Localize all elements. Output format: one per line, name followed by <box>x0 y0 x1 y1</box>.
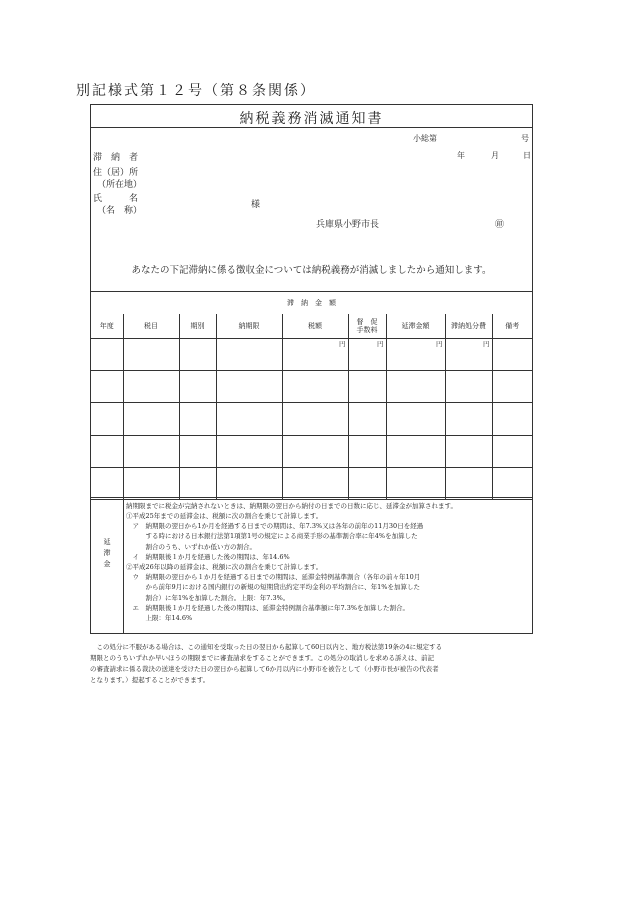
table-cell <box>216 435 282 467</box>
header-tax-item: 税目 <box>123 314 179 338</box>
table-cell <box>216 338 282 370</box>
delinquent-label: 滞 納 者 <box>93 153 139 163</box>
header-tax-amount: 税額 <box>282 314 348 338</box>
table-cell <box>123 468 179 500</box>
table-row <box>91 435 532 467</box>
appeal-line: となります。）提起することができます。 <box>90 676 210 684</box>
table-cell <box>91 338 123 370</box>
table-cell <box>216 370 282 402</box>
late-fee-line: ア 納期限の翌日から1か月を経過する日までの期間は、年7.3%又は各年の前年の11月30日を経過 <box>126 522 424 531</box>
table-cell <box>386 370 445 402</box>
header-disposition-cost: 滞納処分費 <box>445 314 492 338</box>
form-number-label: 別記様式第１２号（第８条関係） <box>76 83 316 99</box>
table-cell <box>386 468 445 500</box>
table-cell <box>282 435 348 467</box>
appeal-notice <box>90 642 533 686</box>
appeal-line: の審査請求に係る裁決の送達を受けた日の翌日から起算して6か月以内に小野市を被告として（小野市長が被告の代表者 <box>90 665 439 673</box>
table-header-row <box>91 314 532 338</box>
table-cell <box>348 370 386 402</box>
late-fee-explanation <box>126 501 530 623</box>
section-divider <box>91 291 532 292</box>
header-remarks: 備考 <box>492 314 532 338</box>
late-fee-line: ①平成25年までの延滞金は、税額に次の割合を乗じて計算します。 <box>126 512 323 520</box>
table-cell <box>445 468 492 500</box>
table-cell <box>282 338 348 370</box>
table-cell <box>386 338 445 370</box>
table-cell <box>179 403 216 435</box>
header-reminder-fee: 督 促 手数料 <box>348 314 386 338</box>
notice-form <box>90 104 533 634</box>
header-due-date: 納期限 <box>216 314 282 338</box>
late-fee-line: エ 納期限後１か月を経過した後の期間は、延滞金特例割合基準額に年7.3%を加算した割合。 <box>126 603 410 612</box>
table-cell <box>445 435 492 467</box>
table-cell <box>179 338 216 370</box>
appeal-line: この処分に不服がある場合は、この通知を受取った日の翌日から起算して60日以内と、地方税法第19条の4に規定する <box>90 643 443 651</box>
table-cell <box>91 468 123 500</box>
table-cell <box>348 435 386 467</box>
yen-unit: 円 <box>483 339 490 348</box>
late-fee-line: から前年9月における国内銀行の新規の短期貸出約定平均金利の平均割合に、年1%を加算した <box>126 583 420 592</box>
date-month: 月 <box>491 151 499 160</box>
late-fee-line: ②平成26年以降の延滞金は、税額に次の割合を乗じて計算します。 <box>126 563 323 572</box>
late-fee-line: 割合）に年1%を加算した割合。上限：年7.3%。 <box>126 593 290 602</box>
table-cell <box>445 370 492 402</box>
table-cell <box>91 435 123 467</box>
delinquent-amount-table <box>91 314 532 500</box>
table-cell <box>91 403 123 435</box>
yen-unit: 円 <box>436 339 443 348</box>
table-cell <box>445 403 492 435</box>
late-fee-side-label: 延 滞 金 <box>103 538 111 568</box>
notice-number-suffix: 号 <box>521 134 529 143</box>
corp-name-label: （名 称） <box>97 206 143 216</box>
address-label: 住（居）所 <box>93 168 139 178</box>
table-caption: 滞 納 金 額 <box>287 299 336 307</box>
date-day: 日 <box>523 151 531 160</box>
header-period: 期別 <box>179 314 216 338</box>
table-row <box>91 468 532 500</box>
table-cell <box>179 468 216 500</box>
date-year: 年 <box>457 151 465 160</box>
honorific: 様 <box>251 200 261 210</box>
table-cell <box>348 338 386 370</box>
late-fee-line: 納期限までに税金が完納されないときは、納期限の翌日から納付の日までの日数に応じ、延滞金が加算されます。 <box>126 502 457 510</box>
table-cell <box>445 338 492 370</box>
table-cell <box>123 370 179 402</box>
late-fee-line: する時における日本銀行法第1項第1号の規定による商業手形の基準割合率に年4%を加算した <box>126 532 418 541</box>
table-cell <box>386 435 445 467</box>
table-cell <box>492 468 532 500</box>
table-cell <box>216 403 282 435</box>
notice-number-prefix: 小総第 <box>413 134 437 143</box>
late-fee-line: ウ 納期限の翌日から１か月を経過する日までの期間は、延滞金特例基準割合（各年の前々年10月 <box>126 573 421 582</box>
notice-message: あなたの下記滞納に係る徴収金については納税義務が消滅しましたから通知します。 <box>131 265 492 276</box>
header-late-fee: 延滞金額 <box>386 314 445 338</box>
table-cell <box>179 370 216 402</box>
table-cell <box>492 403 532 435</box>
late-fee-line: 上限：年14.6% <box>126 614 193 623</box>
official-seal-icon: ㊞ <box>495 220 505 230</box>
late-fee-column-rule <box>123 497 124 633</box>
title-divider <box>91 127 532 128</box>
table-cell <box>282 403 348 435</box>
table-cell <box>492 370 532 402</box>
table-cell <box>123 435 179 467</box>
late-fee-divider <box>91 497 532 498</box>
table-row <box>91 338 532 370</box>
table-cell <box>91 370 123 402</box>
table-row <box>91 403 532 435</box>
table-cell <box>348 403 386 435</box>
document-title: 納税義務消滅通知書 <box>239 111 384 127</box>
table-row <box>91 370 532 402</box>
late-fee-line: 割合のうち、いずれか低い方の割合。 <box>126 542 256 551</box>
table-cell <box>386 403 445 435</box>
yen-unit: 円 <box>377 339 384 348</box>
table-cell <box>216 468 282 500</box>
issuer-name: 兵庫県小野市長 <box>316 220 380 230</box>
location-label: （所在地） <box>97 180 143 190</box>
table-cell <box>348 468 386 500</box>
table-cell <box>492 338 532 370</box>
table-cell <box>123 338 179 370</box>
table-cell <box>492 435 532 467</box>
late-fee-line: イ 納期限後１か月を経過した後の期間は、年14.6% <box>126 552 290 561</box>
name-label: 氏 名 <box>93 194 139 204</box>
header-fiscal-year: 年度 <box>91 314 123 338</box>
table-cell <box>282 370 348 402</box>
table-cell <box>179 435 216 467</box>
table-cell <box>282 468 348 500</box>
appeal-line: 期限とのうちいずれか早いほうの期限までに審査請求をすることができます。この処分の取消しを求める訴えは、前記 <box>90 654 434 662</box>
table-cell <box>123 403 179 435</box>
yen-unit: 円 <box>339 339 346 348</box>
